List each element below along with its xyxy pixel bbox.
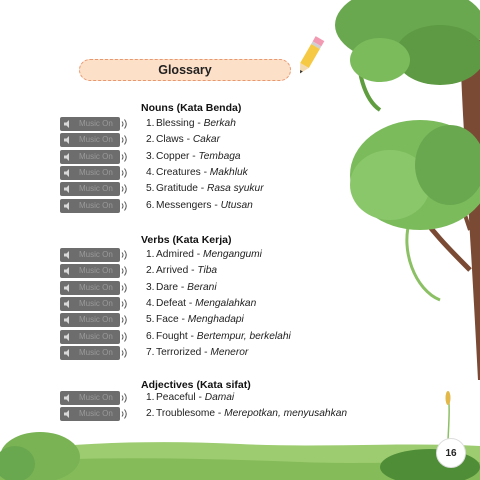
- glossary-entry: 3. Copper - Tembaga: [146, 150, 241, 162]
- glossary-row: [60, 150, 390, 164]
- speaker-icon: [64, 120, 72, 128]
- sound-wave-icon[interactable]: [121, 391, 130, 405]
- music-on-button[interactable]: [60, 133, 120, 147]
- entry-word: Copper: [156, 150, 190, 162]
- entry-word: Admired: [156, 249, 194, 260]
- entry-number: 6.: [146, 330, 155, 342]
- sound-wave-icon[interactable]: [121, 313, 130, 327]
- glossary-entry: 1. Peaceful - Damai: [146, 392, 235, 403]
- sound-wave-icon[interactable]: [121, 281, 130, 295]
- page-number: 16: [436, 438, 466, 468]
- glossary-row: [60, 248, 390, 262]
- sound-wave-icon[interactable]: [121, 133, 130, 147]
- sound-wave-icon[interactable]: [121, 199, 130, 213]
- entry-translation: Merepotkan, menyusahkan: [224, 408, 348, 420]
- sound-wave-icon[interactable]: [121, 117, 130, 131]
- music-on-button[interactable]: [60, 166, 120, 180]
- glossary-entry: 6. Messengers - Utusan: [146, 199, 253, 211]
- entry-word: Arrived: [156, 265, 189, 277]
- entry-translation: Berani: [187, 281, 217, 293]
- entry-translation: Meneror: [210, 346, 249, 358]
- section-heading-adjectives: Adjectives (Kata sifat): [141, 379, 251, 391]
- entry-word: Defeat: [156, 297, 187, 309]
- entry-translation: Cakar: [192, 134, 220, 146]
- glossary-row: [60, 199, 390, 213]
- sound-wave-icon[interactable]: [121, 407, 130, 421]
- speaker-icon: [64, 267, 72, 275]
- music-on-button[interactable]: [60, 248, 120, 262]
- entry-translation: Rasa syukur: [206, 183, 264, 195]
- entry-word: Dare: [156, 281, 179, 293]
- speaker-icon: [64, 284, 72, 292]
- speaker-icon: [64, 185, 72, 193]
- music-on-button[interactable]: [60, 117, 120, 131]
- speaker-icon: [64, 300, 72, 308]
- music-button-label: Music On: [79, 200, 113, 210]
- music-on-button[interactable]: [60, 297, 120, 311]
- glossary-entry: 3. Dare - Berani: [146, 281, 217, 293]
- entry-word: Fought: [156, 330, 188, 342]
- section-heading-nouns: Nouns (Kata Benda): [141, 102, 242, 114]
- entry-word: Claws: [156, 134, 184, 146]
- music-button-label: Music On: [79, 393, 113, 402]
- section-heading-verbs: Verbs (Kata Kerja): [141, 234, 232, 246]
- sound-wave-icon[interactable]: [121, 346, 130, 360]
- sound-wave-icon[interactable]: [121, 297, 130, 311]
- glossary-row: [60, 313, 390, 327]
- entry-number: 5.: [146, 314, 155, 326]
- speaker-icon: [64, 333, 72, 341]
- entry-number: 1.: [146, 249, 155, 260]
- entry-number: 1.: [146, 118, 155, 129]
- sound-wave-icon[interactable]: [121, 166, 130, 180]
- glossary-entry: 1. Admired - Mengangumi: [146, 249, 262, 260]
- music-button-label: Music On: [79, 119, 113, 128]
- sound-wave-icon[interactable]: [121, 264, 130, 278]
- entry-translation: Makhluk: [209, 166, 248, 178]
- entry-number: 2.: [146, 408, 155, 420]
- sound-wave-icon[interactable]: [121, 150, 130, 164]
- entry-translation: Menghadapi: [187, 314, 244, 326]
- entry-number: 4.: [146, 166, 155, 178]
- music-button-label: Music On: [79, 315, 113, 325]
- music-on-button[interactable]: [60, 264, 120, 278]
- music-button-label: Music On: [79, 298, 113, 308]
- music-on-button[interactable]: [60, 407, 120, 421]
- glossary-entry: 5. Gratitude - Rasa syukur: [146, 183, 264, 195]
- music-button-label: Music On: [79, 347, 113, 357]
- entry-word: Terrorized: [156, 346, 202, 358]
- entry-number: 1.: [146, 392, 155, 403]
- sound-wave-icon[interactable]: [121, 248, 130, 262]
- music-on-button[interactable]: [60, 281, 120, 295]
- music-on-button[interactable]: [60, 313, 120, 327]
- entry-translation: Mengalahkan: [195, 297, 257, 309]
- entry-translation: Damai: [204, 392, 235, 403]
- music-button-label: Music On: [79, 250, 113, 259]
- glossary-row: [60, 407, 390, 421]
- entry-number: 3.: [146, 150, 155, 162]
- entry-word: Creatures: [156, 166, 201, 178]
- glossary-entry: 2. Arrived - Tiba: [146, 265, 218, 277]
- entry-word: Blessing: [156, 118, 195, 129]
- pencil-icon: [292, 34, 328, 78]
- sound-wave-icon[interactable]: [121, 330, 130, 344]
- glossary-entry: 5. Face - Menghadapi: [146, 314, 244, 326]
- grass-ground: [0, 422, 480, 480]
- glossary-entry: 1. Blessing - Berkah: [146, 118, 236, 129]
- music-on-button[interactable]: [60, 330, 120, 344]
- entry-number: 7.: [146, 346, 155, 358]
- music-button-label: Music On: [79, 167, 113, 177]
- music-button-label: Music On: [79, 184, 113, 194]
- entry-number: 2.: [146, 134, 155, 146]
- glossary-entry: 4. Creatures - Makhluk: [146, 166, 248, 178]
- entry-number: 3.: [146, 281, 155, 293]
- speaker-icon: [64, 136, 72, 144]
- entry-number: 6.: [146, 199, 155, 211]
- entry-number: 2.: [146, 265, 155, 277]
- speaker-icon: [64, 316, 72, 324]
- glossary-row: [60, 330, 390, 344]
- entry-word: Gratitude: [156, 183, 198, 195]
- music-button-label: Music On: [79, 409, 113, 419]
- glossary-row: [60, 264, 390, 278]
- music-button-label: Music On: [79, 282, 113, 292]
- music-on-button[interactable]: [60, 346, 120, 360]
- music-on-button[interactable]: [60, 182, 120, 196]
- speaker-icon: [64, 202, 72, 210]
- entry-translation: Tiba: [197, 265, 218, 277]
- music-on-button[interactable]: [60, 199, 120, 213]
- reed-plant: [440, 390, 460, 440]
- music-on-button[interactable]: [60, 150, 120, 164]
- music-button-label: Music On: [79, 331, 113, 341]
- speaker-icon: [64, 394, 72, 402]
- sound-wave-icon[interactable]: [121, 182, 130, 196]
- entry-translation: Bertempur, berkelahi: [196, 330, 291, 342]
- glossary-row: [60, 166, 390, 180]
- glossary-row: [60, 281, 390, 295]
- entry-number: 4.: [146, 297, 155, 309]
- glossary-row: [60, 133, 390, 147]
- glossary-entry: 6. Fought - Bertempur, berkelahi: [146, 330, 291, 342]
- music-button-label: Music On: [79, 266, 113, 276]
- glossary-entry: 4. Defeat - Mengalahkan: [146, 297, 257, 309]
- speaker-icon: [64, 169, 72, 177]
- page-title: Glossary: [79, 59, 291, 81]
- speaker-icon: [64, 251, 72, 259]
- glossary-row: [60, 346, 390, 360]
- music-on-button[interactable]: [60, 391, 120, 405]
- glossary-entry: 2. Troublesome - Merepotkan, menyusahkan: [146, 408, 348, 420]
- entry-word: Peaceful: [156, 392, 196, 403]
- music-button-label: Music On: [79, 135, 113, 145]
- glossary-row: [60, 117, 390, 131]
- glossary-row: [60, 297, 390, 311]
- entry-translation: Mengangumi: [203, 249, 262, 260]
- glossary-row: [60, 391, 390, 405]
- entry-word: Messengers: [156, 199, 212, 211]
- glossary-row: [60, 182, 390, 196]
- entry-translation: Tembaga: [198, 150, 241, 162]
- entry-word: Troublesome: [156, 408, 216, 420]
- entry-translation: Berkah: [203, 118, 236, 129]
- glossary-entry: 7. Terrorized - Meneror: [146, 346, 249, 358]
- music-button-label: Music On: [79, 151, 113, 161]
- speaker-icon: [64, 349, 72, 357]
- speaker-icon: [64, 410, 72, 418]
- glossary-entry: 2. Claws - Cakar: [146, 134, 220, 146]
- entry-word: Face: [156, 314, 179, 326]
- entry-translation: Utusan: [220, 199, 253, 211]
- entry-number: 5.: [146, 183, 155, 195]
- speaker-icon: [64, 153, 72, 161]
